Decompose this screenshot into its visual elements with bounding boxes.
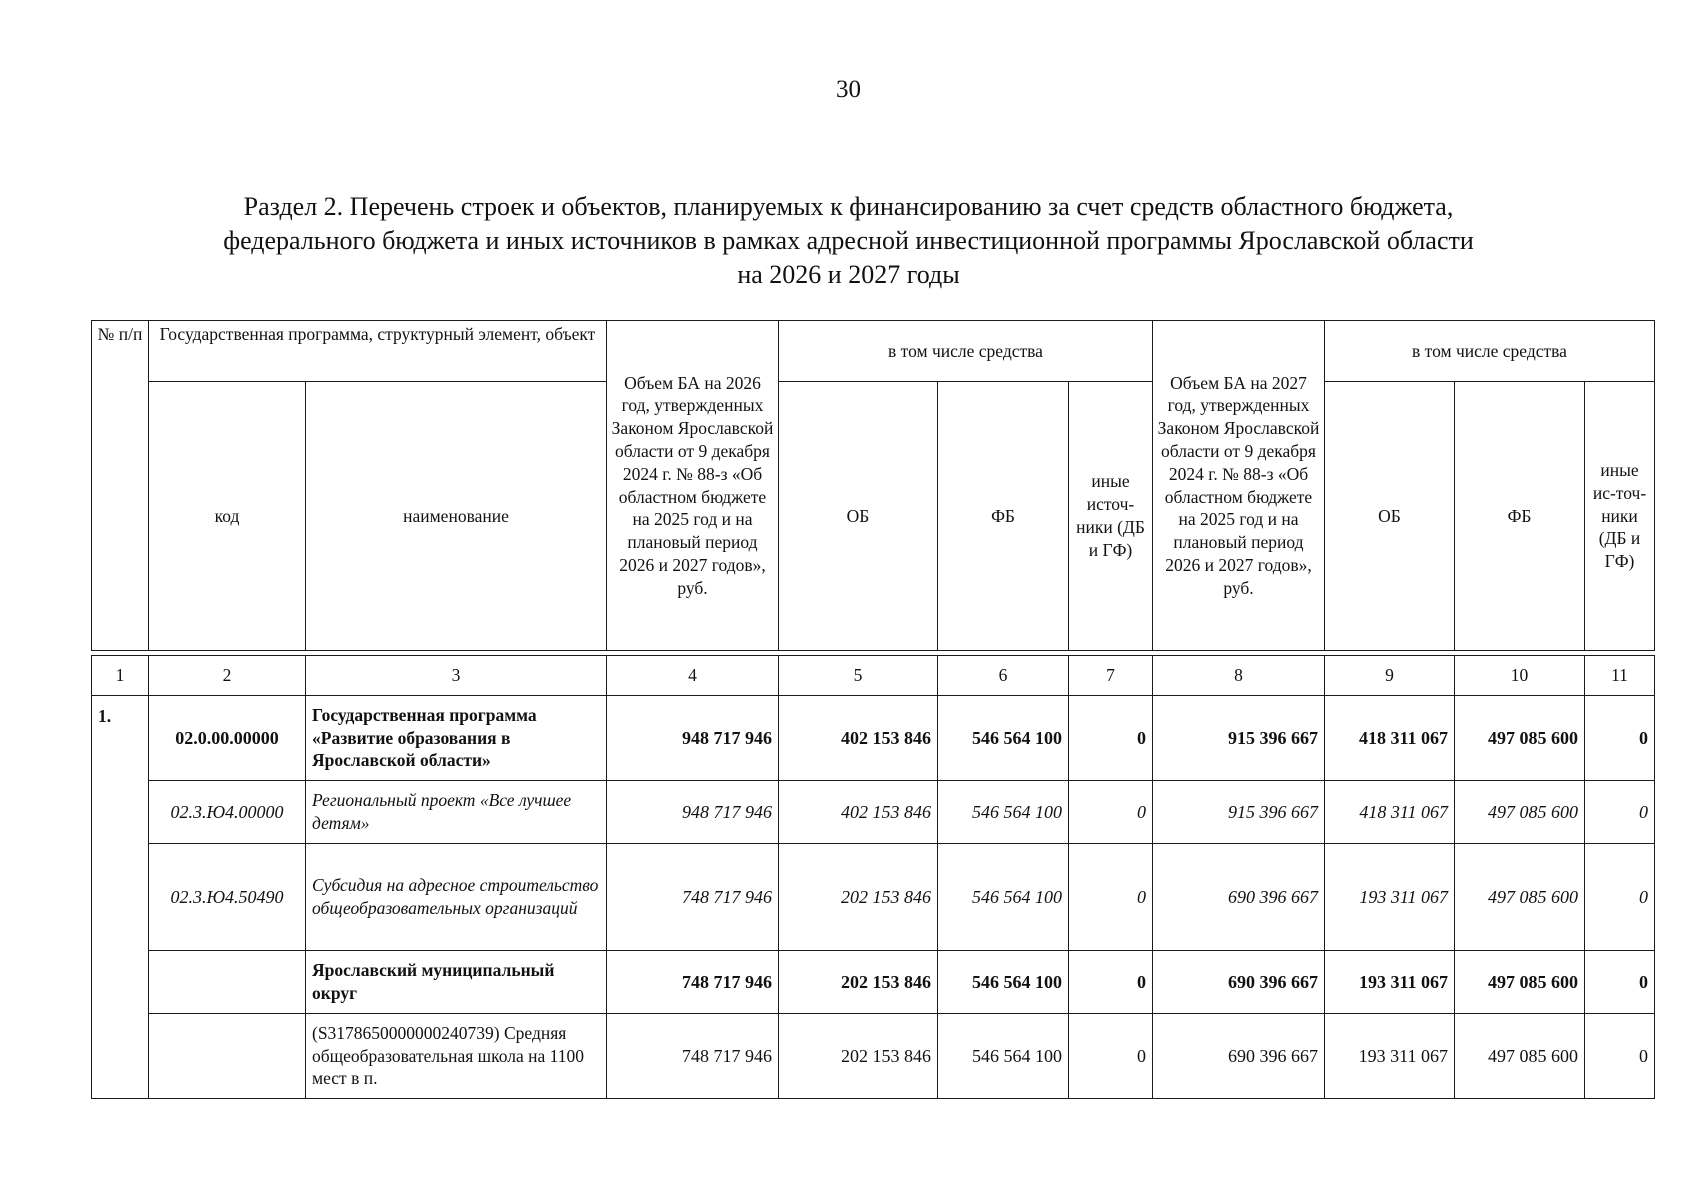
column-number: 2	[149, 656, 306, 696]
row-fb-2027: 497 085 600	[1455, 844, 1585, 951]
row-ob-2026: 202 153 846	[779, 844, 938, 951]
page-number: 30	[836, 76, 861, 103]
column-number: 5	[779, 656, 938, 696]
column-number: 11	[1585, 656, 1655, 696]
title-line-1: Раздел 2. Перечень строек и объектов, планируемых к финансированию за счет средств областного бюджета,	[243, 192, 1454, 221]
header-col-volume-2026: Объем БА на 2026 год, утвержденных Законом Ярославской области от 9 декабря 2024 г. № 88-з «Об областном бюджете на 2025 год и на плановый период 2026 и 2027 годов», руб.	[607, 321, 779, 651]
header-col-name: наименование	[306, 382, 607, 651]
header-col-including-2026: в том числе средства	[779, 321, 1153, 382]
row-fb-2026: 546 564 100	[938, 696, 1069, 781]
row-other-2026: 0	[1069, 1014, 1153, 1099]
row-ob-2026: 202 153 846	[779, 1014, 938, 1099]
row-fb-2026: 546 564 100	[938, 844, 1069, 951]
row-ob-2027: 193 311 067	[1325, 1014, 1455, 1099]
row-other-2026: 0	[1069, 844, 1153, 951]
header-col-including-2027: в том числе средства	[1325, 321, 1655, 382]
row-name: Субсидия на адресное строительство общеобразовательных организаций	[306, 844, 607, 951]
row-volume-2026: 948 717 946	[607, 781, 779, 844]
row-volume-2027: 690 396 667	[1153, 844, 1325, 951]
row-name: (S3178650000000240739) Средняя общеобразовательная школа на 1100 мест в п.	[306, 1014, 607, 1099]
row-other-2027: 0	[1585, 844, 1655, 951]
row-volume-2026: 748 717 946	[607, 951, 779, 1014]
row-volume-2027: 690 396 667	[1153, 1014, 1325, 1099]
table-row	[92, 781, 1655, 844]
row-fb-2027: 497 085 600	[1455, 1014, 1585, 1099]
row-ob-2026: 402 153 846	[779, 696, 938, 781]
header-col-ob-2026: ОБ	[779, 382, 938, 651]
table-row	[92, 1014, 1655, 1099]
header-col-other-2027: иные ис-точ-ники (ДБ и ГФ)	[1585, 382, 1655, 651]
section-title	[100, 190, 1597, 292]
row-volume-2026: 748 717 946	[607, 1014, 779, 1099]
column-numbers-row	[92, 656, 1655, 696]
column-number: 9	[1325, 656, 1455, 696]
row-ob-2027: 418 311 067	[1325, 696, 1455, 781]
row-other-2026: 0	[1069, 696, 1153, 781]
row-volume-2027: 915 396 667	[1153, 781, 1325, 844]
header-col-fb-2027: ФБ	[1455, 382, 1585, 651]
header-row-sub	[92, 382, 1655, 651]
investment-table	[91, 320, 1655, 1099]
table-row	[92, 951, 1655, 1014]
header-col-volume-2027: Объем БА на 2027 год, утвержденных Законом Ярославской области от 9 декабря 2024 г. № 88-з «Об областном бюджете на 2025 год и на плановый период 2026 и 2027 годов», руб.	[1153, 321, 1325, 651]
row-name: Государственная программа «Развитие образования в Ярославской области»	[306, 696, 607, 781]
table-row	[92, 844, 1655, 951]
row-fb-2027: 497 085 600	[1455, 951, 1585, 1014]
row-fb-2027: 497 085 600	[1455, 696, 1585, 781]
column-number: 3	[306, 656, 607, 696]
row-volume-2026: 948 717 946	[607, 696, 779, 781]
row-other-2026: 0	[1069, 781, 1153, 844]
row-volume-2027: 690 396 667	[1153, 951, 1325, 1014]
title-line-3: на 2026 и 2027 годы	[737, 260, 960, 289]
header-col-ob-2027: ОБ	[1325, 382, 1455, 651]
row-code	[149, 1014, 306, 1099]
column-number: 7	[1069, 656, 1153, 696]
row-other-2027: 0	[1585, 951, 1655, 1014]
header-col-other-2026: иные источ-ники (ДБ и ГФ)	[1069, 382, 1153, 651]
column-number: 1	[92, 656, 149, 696]
header-col-no: № п/п	[92, 321, 149, 651]
row-code: 02.3.Ю4.50490	[149, 844, 306, 951]
row-volume-2027: 915 396 667	[1153, 696, 1325, 781]
row-number: 1.	[92, 696, 149, 1099]
table-row	[92, 696, 1655, 781]
column-number: 6	[938, 656, 1069, 696]
row-code	[149, 951, 306, 1014]
header-col-code: код	[149, 382, 306, 651]
header-col-fb-2026: ФБ	[938, 382, 1069, 651]
header-col-program: Государственная программа, структурный элемент, объект	[149, 321, 607, 382]
row-ob-2026: 202 153 846	[779, 951, 938, 1014]
row-fb-2026: 546 564 100	[938, 1014, 1069, 1099]
row-code: 02.3.Ю4.00000	[149, 781, 306, 844]
column-number: 8	[1153, 656, 1325, 696]
row-ob-2027: 193 311 067	[1325, 844, 1455, 951]
row-name: Региональный проект «Все лучшее детям»	[306, 781, 607, 844]
row-code: 02.0.00.00000	[149, 696, 306, 781]
row-fb-2026: 546 564 100	[938, 781, 1069, 844]
row-ob-2026: 402 153 846	[779, 781, 938, 844]
row-other-2026: 0	[1069, 951, 1153, 1014]
row-fb-2026: 546 564 100	[938, 951, 1069, 1014]
row-other-2027: 0	[1585, 781, 1655, 844]
row-other-2027: 0	[1585, 696, 1655, 781]
row-fb-2027: 497 085 600	[1455, 781, 1585, 844]
row-ob-2027: 418 311 067	[1325, 781, 1455, 844]
row-ob-2027: 193 311 067	[1325, 951, 1455, 1014]
title-line-2: федерального бюджета и иных источников в рамках адресной инвестиционной программы Ярославской области	[223, 226, 1474, 255]
header-row-top	[92, 321, 1655, 382]
row-other-2027: 0	[1585, 1014, 1655, 1099]
row-volume-2026: 748 717 946	[607, 844, 779, 951]
row-name: Ярославский муниципальный округ	[306, 951, 607, 1014]
column-number: 10	[1455, 656, 1585, 696]
column-number: 4	[607, 656, 779, 696]
